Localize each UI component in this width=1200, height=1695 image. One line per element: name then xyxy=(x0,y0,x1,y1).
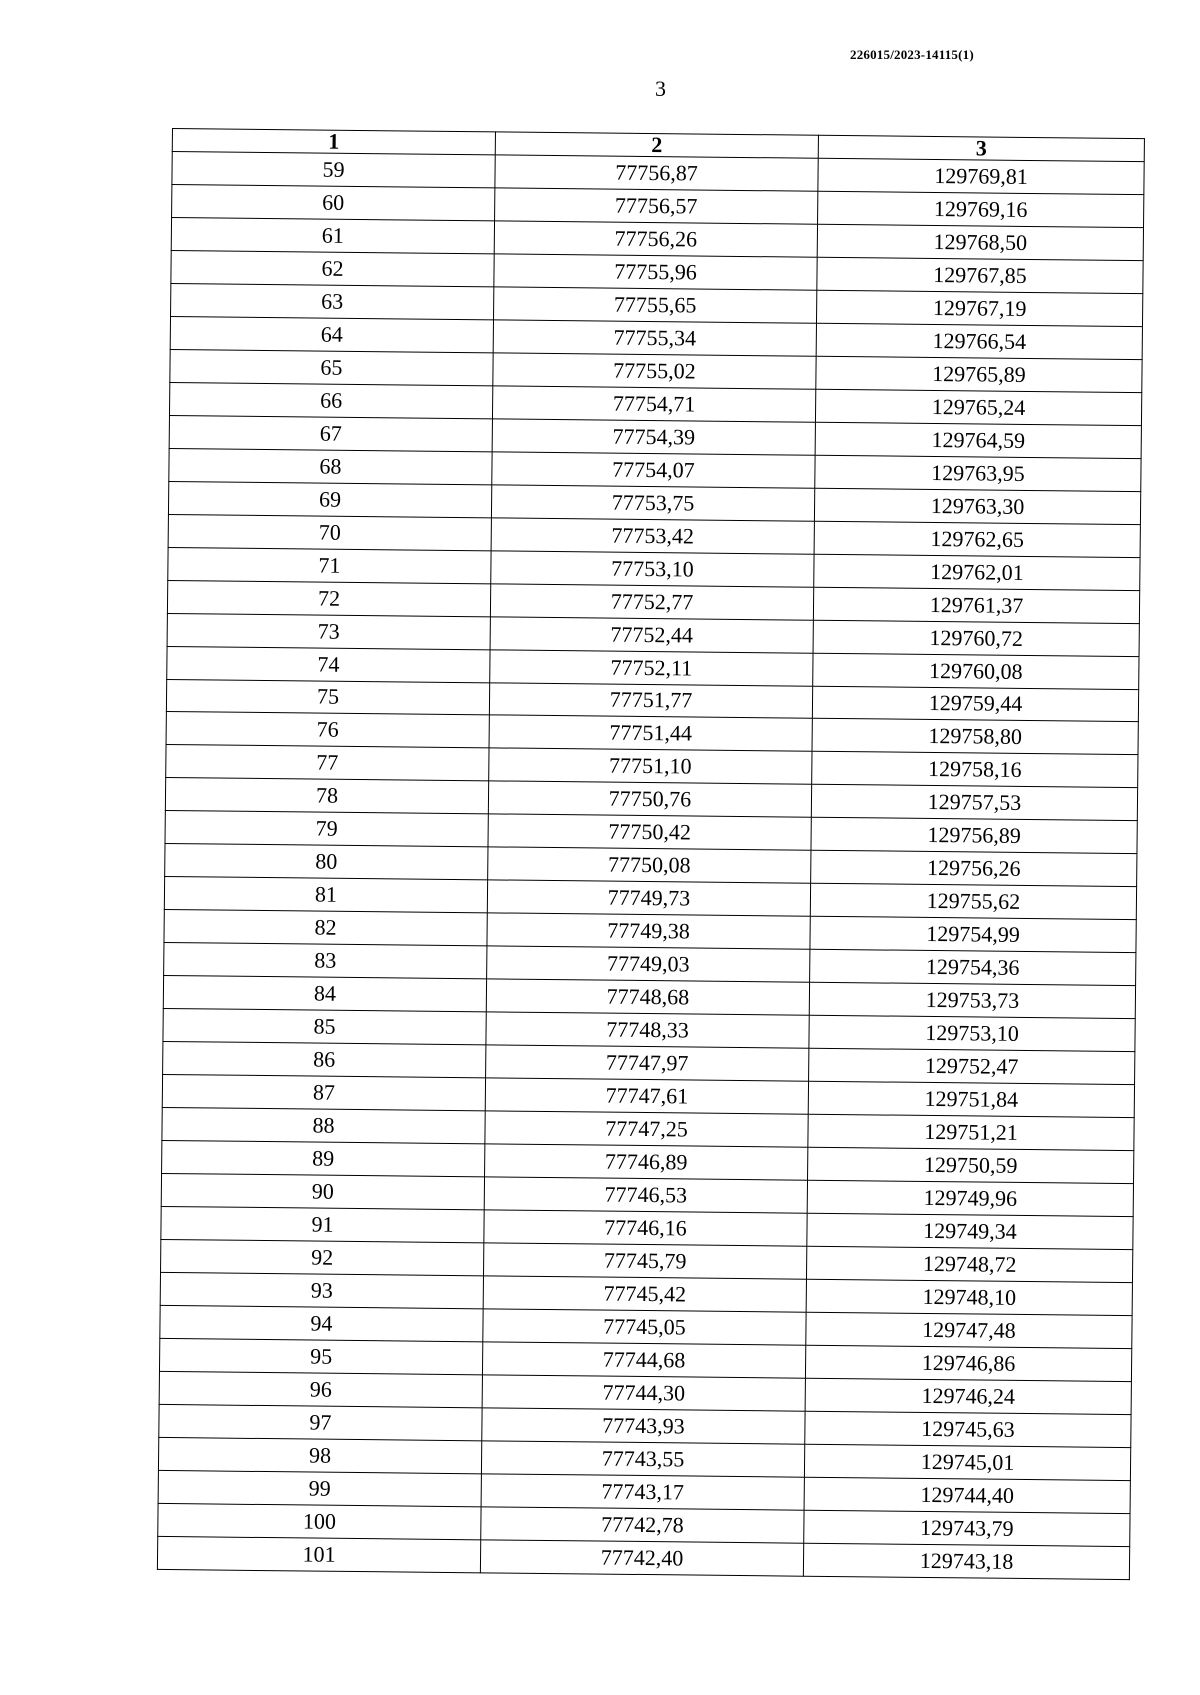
x-coordinate-cell: 77748,33 xyxy=(486,1012,809,1048)
x-coordinate-cell: 77744,30 xyxy=(482,1375,805,1411)
y-coordinate-cell: 129758,16 xyxy=(812,752,1138,788)
point-number-cell: 64 xyxy=(170,316,493,352)
x-coordinate-cell: 77756,26 xyxy=(494,221,817,257)
column-header-2: 2 xyxy=(495,132,818,158)
point-number-cell: 61 xyxy=(171,217,494,253)
y-coordinate-cell: 129762,01 xyxy=(814,554,1140,590)
point-number-cell: 70 xyxy=(168,514,491,550)
point-number-cell: 76 xyxy=(166,712,489,748)
y-coordinate-cell: 129749,96 xyxy=(807,1180,1133,1216)
y-coordinate-cell: 129747,48 xyxy=(806,1312,1132,1348)
y-coordinate-cell: 129769,16 xyxy=(818,191,1144,227)
x-coordinate-cell: 77752,44 xyxy=(490,616,813,652)
x-coordinate-cell: 77749,38 xyxy=(487,913,810,949)
y-coordinate-cell: 129752,47 xyxy=(809,1048,1135,1084)
point-number-cell: 65 xyxy=(170,349,493,385)
point-number-cell: 69 xyxy=(168,481,491,517)
x-coordinate-cell: 77751,10 xyxy=(489,748,812,784)
point-number-cell: 72 xyxy=(167,580,490,616)
coordinates-table-container xyxy=(157,128,1144,1580)
point-number-cell: 92 xyxy=(161,1239,484,1275)
y-coordinate-cell: 129743,18 xyxy=(803,1543,1129,1580)
x-coordinate-cell: 77755,96 xyxy=(494,254,817,290)
y-coordinate-cell: 129754,99 xyxy=(810,917,1136,953)
y-coordinate-cell: 129765,24 xyxy=(815,389,1141,425)
y-coordinate-cell: 129765,89 xyxy=(816,356,1142,392)
point-number-cell: 95 xyxy=(159,1338,482,1374)
y-coordinate-cell: 129750,59 xyxy=(808,1147,1134,1183)
x-coordinate-cell: 77742,40 xyxy=(480,1539,803,1576)
x-coordinate-cell: 77754,71 xyxy=(492,386,815,422)
x-coordinate-cell: 77756,57 xyxy=(495,188,818,224)
x-coordinate-cell: 77748,68 xyxy=(486,979,809,1015)
x-coordinate-cell: 77745,79 xyxy=(483,1243,806,1279)
point-number-cell: 101 xyxy=(157,1536,480,1573)
column-header-1: 1 xyxy=(172,129,495,155)
point-number-cell: 97 xyxy=(159,1404,482,1440)
point-number-cell: 77 xyxy=(166,745,489,781)
y-coordinate-cell: 129755,62 xyxy=(810,884,1136,920)
point-number-cell: 81 xyxy=(164,877,487,913)
point-number-cell: 60 xyxy=(172,184,495,220)
point-number-cell: 83 xyxy=(164,943,487,979)
x-coordinate-cell: 77744,68 xyxy=(482,1342,805,1378)
x-coordinate-cell: 77754,39 xyxy=(492,419,815,455)
point-number-cell: 68 xyxy=(169,448,492,484)
y-coordinate-cell: 129745,63 xyxy=(805,1411,1131,1447)
x-coordinate-cell: 77754,07 xyxy=(492,452,815,488)
coordinates-table xyxy=(157,128,1145,1580)
point-number-cell: 71 xyxy=(168,547,491,583)
x-coordinate-cell: 77743,93 xyxy=(482,1408,805,1444)
y-coordinate-cell: 129749,34 xyxy=(807,1213,1133,1249)
point-number-cell: 96 xyxy=(159,1371,482,1407)
x-coordinate-cell: 77751,44 xyxy=(489,715,812,751)
y-coordinate-cell: 129746,86 xyxy=(805,1345,1131,1381)
point-number-cell: 90 xyxy=(161,1173,484,1209)
x-coordinate-cell: 77753,42 xyxy=(491,518,814,554)
point-number-cell: 62 xyxy=(171,250,494,286)
y-coordinate-cell: 129760,72 xyxy=(813,620,1139,656)
point-number-cell: 66 xyxy=(169,382,492,418)
y-coordinate-cell: 129760,08 xyxy=(813,653,1139,689)
y-coordinate-cell: 129748,10 xyxy=(806,1279,1132,1315)
y-coordinate-cell: 129748,72 xyxy=(806,1246,1132,1282)
y-coordinate-cell: 129767,85 xyxy=(817,257,1143,293)
x-coordinate-cell: 77747,61 xyxy=(485,1078,808,1114)
y-coordinate-cell: 129763,30 xyxy=(814,488,1140,524)
point-number-cell: 82 xyxy=(164,910,487,946)
y-coordinate-cell: 129766,54 xyxy=(816,323,1142,359)
x-coordinate-cell: 77743,17 xyxy=(481,1474,804,1510)
y-coordinate-cell: 129751,21 xyxy=(808,1114,1134,1150)
point-number-cell: 79 xyxy=(165,811,488,847)
point-number-cell: 59 xyxy=(172,152,495,188)
point-number-cell: 80 xyxy=(165,844,488,880)
point-number-cell: 75 xyxy=(166,679,489,715)
y-coordinate-cell: 129743,79 xyxy=(804,1510,1130,1546)
point-number-cell: 87 xyxy=(162,1075,485,1111)
x-coordinate-cell: 77751,77 xyxy=(489,682,812,718)
point-number-cell: 86 xyxy=(163,1042,486,1078)
point-number-cell: 98 xyxy=(158,1437,481,1473)
y-coordinate-cell: 129759,44 xyxy=(812,686,1138,722)
table-body xyxy=(157,152,1144,1580)
x-coordinate-cell: 77746,16 xyxy=(484,1210,807,1246)
y-coordinate-cell: 129763,95 xyxy=(815,455,1141,491)
x-coordinate-cell: 77742,78 xyxy=(481,1507,804,1543)
y-coordinate-cell: 129745,01 xyxy=(804,1444,1130,1480)
x-coordinate-cell: 77743,55 xyxy=(481,1441,804,1477)
x-coordinate-cell: 77745,05 xyxy=(483,1309,806,1345)
point-number-cell: 73 xyxy=(167,613,490,649)
y-coordinate-cell: 129754,36 xyxy=(810,949,1136,985)
point-number-cell: 94 xyxy=(160,1305,483,1341)
x-coordinate-cell: 77755,65 xyxy=(494,287,817,323)
x-coordinate-cell: 77750,08 xyxy=(488,847,811,883)
point-number-cell: 74 xyxy=(167,646,490,682)
x-coordinate-cell: 77745,42 xyxy=(483,1276,806,1312)
y-coordinate-cell: 129761,37 xyxy=(813,587,1139,623)
point-number-cell: 100 xyxy=(158,1503,481,1539)
x-coordinate-cell: 77750,76 xyxy=(488,781,811,817)
y-coordinate-cell: 129762,65 xyxy=(814,521,1140,557)
y-coordinate-cell: 129768,50 xyxy=(817,224,1143,260)
point-number-cell: 99 xyxy=(158,1470,481,1506)
y-coordinate-cell: 129757,53 xyxy=(811,785,1137,821)
x-coordinate-cell: 77753,75 xyxy=(491,485,814,521)
x-coordinate-cell: 77752,11 xyxy=(490,649,813,685)
x-coordinate-cell: 77747,97 xyxy=(486,1045,809,1081)
y-coordinate-cell: 129751,84 xyxy=(808,1081,1134,1117)
point-number-cell: 89 xyxy=(162,1141,485,1177)
point-number-cell: 93 xyxy=(160,1272,483,1308)
x-coordinate-cell: 77755,34 xyxy=(493,320,816,356)
x-coordinate-cell: 77746,89 xyxy=(485,1144,808,1180)
x-coordinate-cell: 77753,10 xyxy=(491,550,814,586)
x-coordinate-cell: 77746,53 xyxy=(484,1177,807,1213)
x-coordinate-cell: 77750,42 xyxy=(488,814,811,850)
y-coordinate-cell: 129767,19 xyxy=(816,290,1142,326)
point-number-cell: 78 xyxy=(165,778,488,814)
point-number-cell: 91 xyxy=(161,1206,484,1242)
y-coordinate-cell: 129756,89 xyxy=(811,818,1137,854)
y-coordinate-cell: 129744,40 xyxy=(804,1477,1130,1513)
x-coordinate-cell: 77749,03 xyxy=(487,946,810,982)
y-coordinate-cell: 129756,26 xyxy=(811,851,1137,887)
x-coordinate-cell: 77752,77 xyxy=(490,583,813,619)
y-coordinate-cell: 129758,80 xyxy=(812,719,1138,755)
y-coordinate-cell: 129764,59 xyxy=(815,422,1141,458)
point-number-cell: 67 xyxy=(169,415,492,451)
document-id: 226015/2023-14115(1) xyxy=(850,47,974,62)
y-coordinate-cell: 129753,73 xyxy=(809,982,1135,1018)
x-coordinate-cell: 77756,87 xyxy=(495,155,818,191)
x-coordinate-cell: 77755,02 xyxy=(493,353,816,389)
point-number-cell: 63 xyxy=(171,283,494,319)
y-coordinate-cell: 129746,24 xyxy=(805,1378,1131,1414)
y-coordinate-cell: 129769,81 xyxy=(818,158,1144,194)
page-number: 3 xyxy=(655,76,666,101)
point-number-cell: 85 xyxy=(163,1009,486,1045)
point-number-cell: 84 xyxy=(163,976,486,1012)
x-coordinate-cell: 77749,73 xyxy=(487,880,810,916)
point-number-cell: 88 xyxy=(162,1108,485,1144)
y-coordinate-cell: 129753,10 xyxy=(809,1015,1135,1051)
x-coordinate-cell: 77747,25 xyxy=(485,1111,808,1147)
column-header-3: 3 xyxy=(818,135,1144,161)
